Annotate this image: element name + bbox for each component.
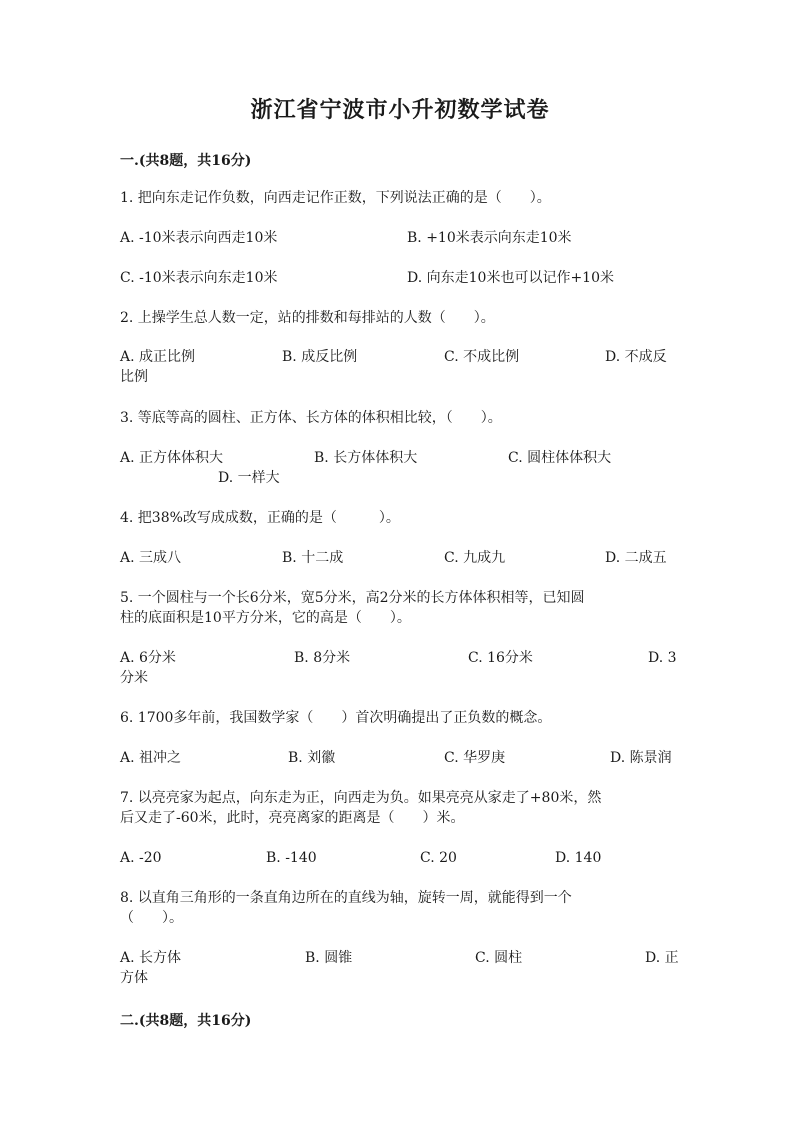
q2-option-b: B. 成反比例 xyxy=(282,349,358,365)
question-7-stem-line-2: 后又走了-60米，此时，亮亮离家的距离是（ ）米。 xyxy=(120,810,465,826)
q6-option-b: B. 刘徽 xyxy=(288,750,336,766)
question-7-stem-line-1: 7. 以亮亮家为起点，向东走为正，向西走为负。如果亮亮从家走了+80米，然 xyxy=(120,790,602,806)
q7-option-d: D. 140 xyxy=(555,850,602,866)
q6-option-a: A. 祖冲之 xyxy=(120,750,182,766)
q5-option-b: B. 8分米 xyxy=(294,650,351,666)
question-3-stem: 3. 等底等高的圆柱、正方体、长方体的体积相比较，（ ）。 xyxy=(120,410,502,426)
q4-option-b: B. 十二成 xyxy=(282,550,344,566)
q5-option-d-wrap: 分米 xyxy=(120,670,148,686)
q1-option-a: A. -10米表示向西走10米 xyxy=(120,230,278,246)
q8-option-d: D. 正 xyxy=(645,950,679,966)
q2-option-d-wrap: 比例 xyxy=(120,369,148,385)
q3-option-c: C. 圆柱体体积大 xyxy=(508,450,612,466)
q8-option-c: C. 圆柱 xyxy=(475,950,523,966)
q5-option-c: C. 16分米 xyxy=(468,650,533,666)
q6-option-d: D. 陈景润 xyxy=(610,750,672,766)
exam-title: 浙江省宁波市小升初数学试卷 xyxy=(250,97,550,123)
question-5-stem-line-1: 5. 一个圆柱与一个长6分米，宽5分米，高2分米的长方体体积相等，已知圆 xyxy=(120,590,585,606)
q4-option-a: A. 三成八 xyxy=(120,550,182,566)
q8-option-d-wrap: 方体 xyxy=(120,970,148,986)
q1-option-c: C. -10米表示向东走10米 xyxy=(120,270,278,286)
q8-option-a: A. 长方体 xyxy=(120,950,182,966)
question-4-stem: 4. 把38%改写成成数，正确的是（ ）。 xyxy=(120,510,400,526)
q4-option-c: C. 九成九 xyxy=(444,550,506,566)
q3-option-d: D. 一样大 xyxy=(218,470,280,486)
section-heading-2: 二.(共8题，共16分) xyxy=(120,1013,252,1029)
question-8-stem-line-2: （ ）。 xyxy=(120,910,183,926)
q3-option-b: B. 长方体体积大 xyxy=(314,450,418,466)
question-8-stem-line-1: 8. 以直角三角形的一条直角边所在的直线为轴，旋转一周，就能得到一个 xyxy=(120,890,572,906)
q5-option-d: D. 3 xyxy=(648,650,677,666)
q1-option-d: D. 向东走10米也可以记作+10米 xyxy=(407,270,614,286)
section-heading-1: 一.(共8题，共16分) xyxy=(120,153,252,169)
q3-option-a: A. 正方体体积大 xyxy=(120,450,224,466)
question-5-stem-line-2: 柱的底面积是10平方分米，它的高是（ ）。 xyxy=(120,610,411,626)
q7-option-b: B. -140 xyxy=(266,850,317,866)
q8-option-b: B. 圆锥 xyxy=(305,950,353,966)
q2-option-c: C. 不成比例 xyxy=(444,349,520,365)
q4-option-d: D. 二成五 xyxy=(605,550,667,566)
q7-option-a: A. -20 xyxy=(120,850,162,866)
q6-option-c: C. 华罗庚 xyxy=(444,750,506,766)
q7-option-c: C. 20 xyxy=(420,850,457,866)
q2-option-a: A. 成正比例 xyxy=(120,349,196,365)
question-2-stem: 2. 上操学生总人数一定，站的排数和每排站的人数（ ）。 xyxy=(120,310,495,326)
q5-option-a: A. 6分米 xyxy=(120,650,176,666)
question-6-stem: 6. 1700多年前，我国数学家（ ）首次明确提出了正负数的概念。 xyxy=(120,710,552,726)
question-1-stem: 1. 把向东走记作负数，向西走记作正数，下列说法正确的是（ ）。 xyxy=(120,190,551,206)
q2-option-d: D. 不成反 xyxy=(605,349,667,365)
q1-option-b: B. +10米表示向东走10米 xyxy=(407,230,572,246)
